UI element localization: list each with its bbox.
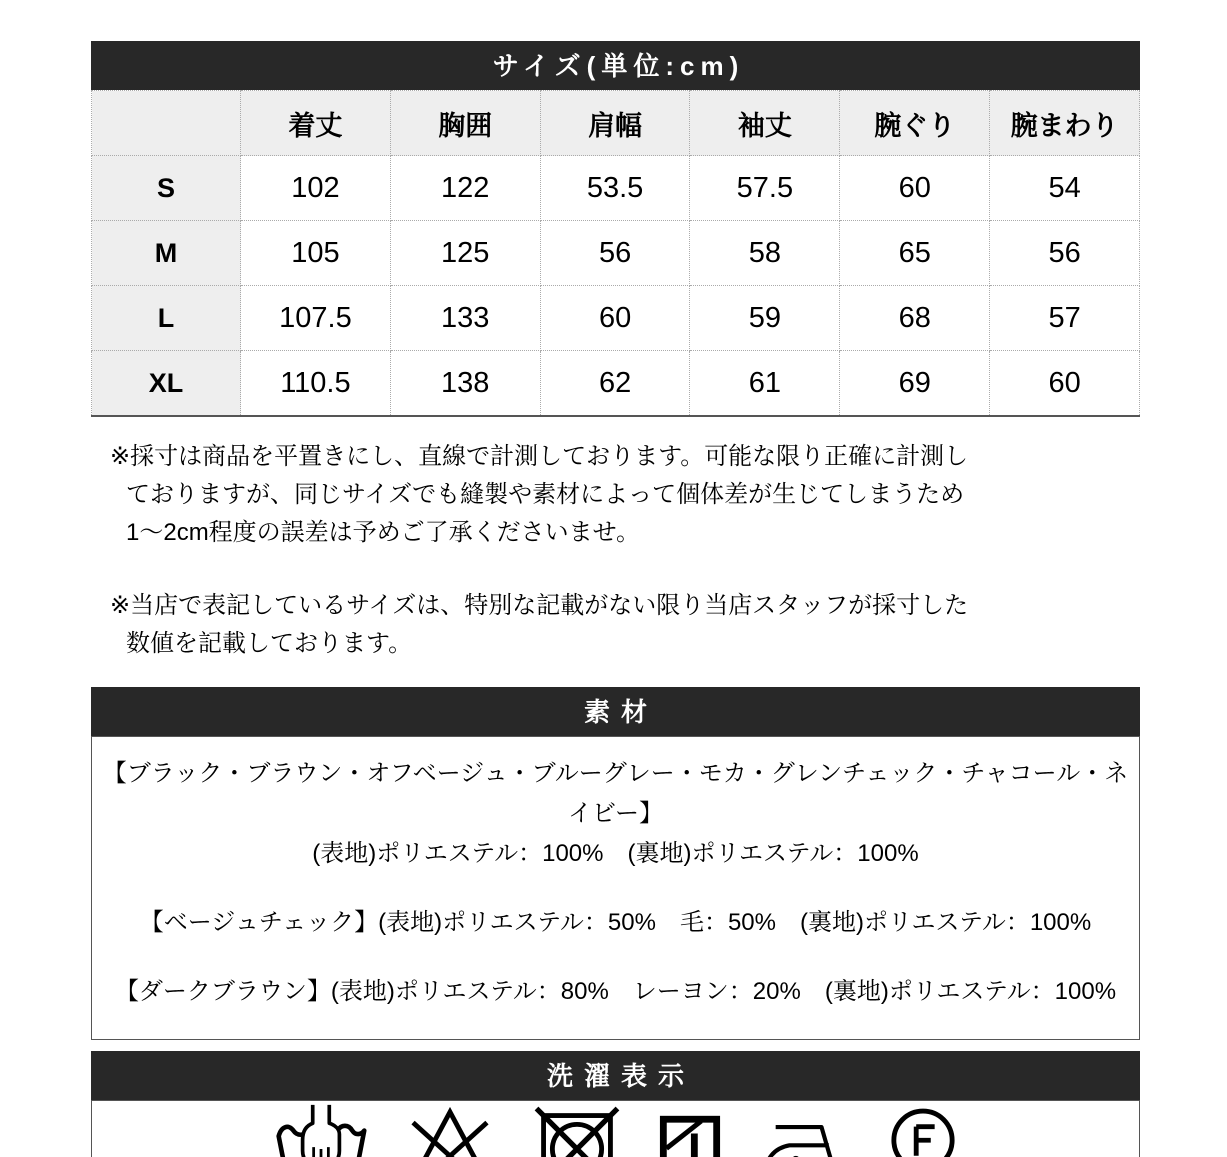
size-cell: 102 xyxy=(241,156,391,221)
size-cell: 105 xyxy=(241,221,391,286)
size-cell: 56 xyxy=(990,221,1140,286)
size-cell: 60 xyxy=(990,351,1140,417)
size-cell: 107.5 xyxy=(241,286,391,351)
hand-wash-icon xyxy=(275,1103,367,1157)
care-section-header xyxy=(91,1051,1140,1100)
column-header: 着丈 xyxy=(241,91,391,156)
material-box xyxy=(91,736,1140,1040)
size-table xyxy=(91,90,1140,417)
size-row xyxy=(92,286,1140,351)
size-cell: 53.5 xyxy=(540,156,690,221)
size-cell: 68 xyxy=(840,286,990,351)
note-line: ※採寸は商品を平置きにし、直線で計測しております。可能な限り正確に計測し xyxy=(110,443,969,470)
size-cell: 57 xyxy=(990,286,1140,351)
size-policy-note xyxy=(91,587,1140,663)
column-header: 肩幅 xyxy=(540,91,690,156)
size-cell: 138 xyxy=(390,351,540,417)
size-cell: 133 xyxy=(390,286,540,351)
size-cell: 60 xyxy=(840,156,990,221)
dry-clean-petroleum-gentle-icon xyxy=(889,1107,957,1157)
column-header: 袖丈 xyxy=(690,91,840,156)
size-cell: 122 xyxy=(390,156,540,221)
material-composition-line: 【ダークブラウン】(表地)ポリエステル：80% レーヨン：20% (裏地)ポリエステル：100% xyxy=(114,978,1117,1005)
note-line: ておりますが、同じサイズでも縫製や素材によって個体差が生じてしまうため xyxy=(126,481,965,508)
column-header: 腕ぐり xyxy=(840,91,990,156)
size-cell: 57.5 xyxy=(690,156,840,221)
row-label: M xyxy=(92,221,241,286)
iron-low-heat-icon xyxy=(759,1116,851,1157)
size-cell: 58 xyxy=(690,221,840,286)
care-section-title: 洗濯表示 xyxy=(546,1061,695,1091)
size-cell: 62 xyxy=(540,351,690,417)
row-label: L xyxy=(92,286,241,351)
column-header: 腕まわり xyxy=(990,91,1140,156)
size-row xyxy=(92,351,1140,417)
material-composition-line: 【ベージュチェック】(表地)ポリエステル：50% 毛：50% (裏地)ポリエステル：100% xyxy=(139,909,1092,936)
size-section-header xyxy=(91,41,1140,90)
size-cell: 69 xyxy=(840,351,990,417)
note-line: 数値を記載しております。 xyxy=(126,630,413,657)
measurement-note xyxy=(91,438,1140,552)
care-icons-box xyxy=(91,1100,1140,1157)
column-header: 胸囲 xyxy=(390,91,540,156)
size-cell: 60 xyxy=(540,286,690,351)
size-section-title: サイズ(単位:cm) xyxy=(492,51,745,81)
material-section-title: 素材 xyxy=(583,697,658,727)
size-cell: 125 xyxy=(390,221,540,286)
size-cell: 110.5 xyxy=(241,351,391,417)
size-row xyxy=(92,156,1140,221)
size-cell: 59 xyxy=(690,286,840,351)
size-cell: 61 xyxy=(690,351,840,417)
row-label: S xyxy=(92,156,241,221)
size-cell: 56 xyxy=(540,221,690,286)
corner-cell xyxy=(92,91,241,156)
do-not-tumble-dry-icon xyxy=(533,1105,621,1157)
size-row xyxy=(92,221,1140,286)
material-colors-line: 【ブラック・ブラウン・オフベージュ・ブルーグレー・モカ・グレンチェック・チャコール・ネイビー】 xyxy=(102,760,1129,827)
material-composition-line: (表地)ポリエステル：100% (裏地)ポリエステル：100% xyxy=(312,840,919,867)
row-label: XL xyxy=(92,351,241,417)
do-not-bleach-icon xyxy=(405,1105,495,1157)
note-line: 1～2cm程度の誤差は予めご了承くださいませ。 xyxy=(126,519,640,546)
material-section-header xyxy=(91,687,1140,736)
size-cell: 54 xyxy=(990,156,1140,221)
size-table-header-row xyxy=(92,91,1140,156)
page-content xyxy=(91,41,1140,1157)
line-dry-in-shade-icon xyxy=(659,1114,721,1157)
note-line: ※当店で表記しているサイズは、特別な記載がない限り当店スタッフが採寸した xyxy=(110,592,969,619)
size-cell: 65 xyxy=(840,221,990,286)
